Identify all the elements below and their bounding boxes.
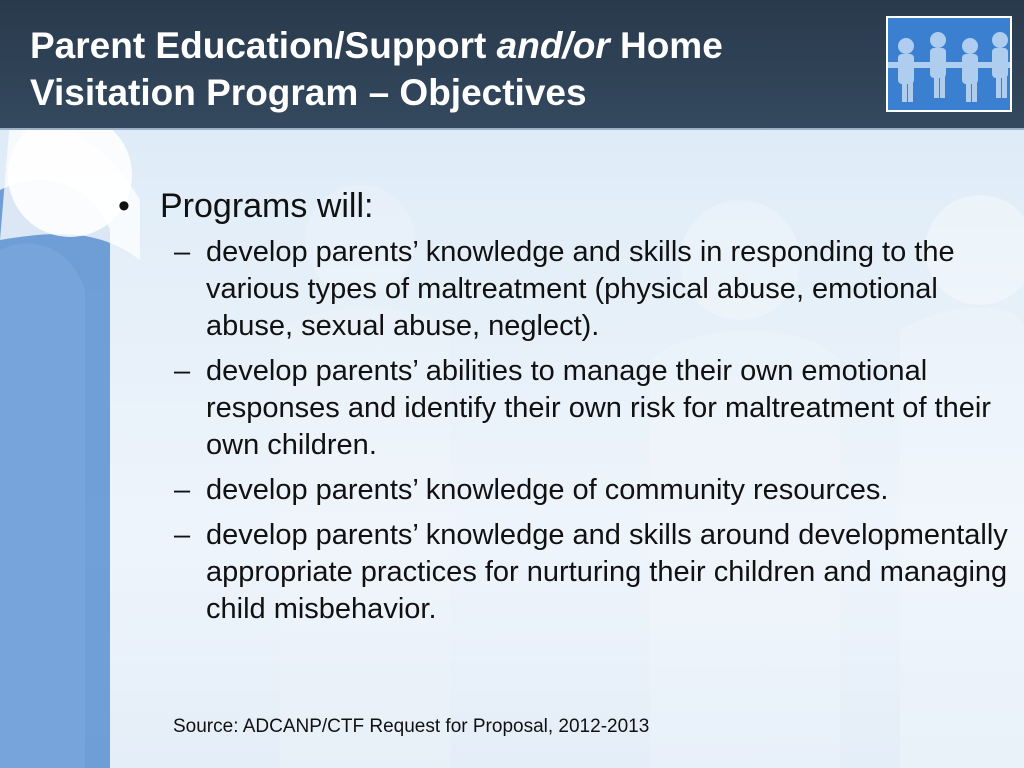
source-citation: Source: ADCANP/CTF Request for Proposal, 2012-2013 bbox=[173, 716, 650, 737]
paper-doll-chain-icon bbox=[886, 16, 1012, 112]
sub-bullet-item bbox=[174, 234, 1008, 345]
dash-mark: – bbox=[174, 519, 191, 551]
bullet-mark: • bbox=[118, 187, 130, 225]
title-bar bbox=[0, 0, 1024, 130]
sub-bullet-text: develop parents’ abilities to manage their own emotional responses and identify their own risk for maltreatment of their own children. bbox=[206, 355, 991, 461]
slide-body bbox=[118, 186, 1008, 636]
sub-bullet-text: develop parents’ knowledge and skills in responding to the various types of maltreatment (physical abuse, emotional abuse, sexual abuse, neglect). bbox=[206, 236, 955, 342]
dash-mark: – bbox=[174, 355, 191, 387]
title-italic: and/or bbox=[496, 25, 610, 66]
sub-bullet-item bbox=[174, 353, 1008, 464]
title-part-2: Home Visitation Program – Objectives bbox=[30, 25, 723, 113]
title-part-1: Parent Education/Support bbox=[30, 25, 497, 66]
sub-bullet-item bbox=[174, 517, 1008, 628]
sub-bullet-list bbox=[174, 234, 1008, 628]
dash-mark: – bbox=[174, 236, 191, 268]
sub-bullet-item bbox=[174, 472, 1008, 509]
bullet-text: Programs will: bbox=[160, 187, 374, 225]
sub-bullet-text: develop parents’ knowledge of community resources. bbox=[206, 474, 889, 506]
dash-mark: – bbox=[174, 474, 191, 506]
bullet-programs bbox=[118, 186, 1008, 226]
slide-title bbox=[30, 22, 880, 116]
sub-bullet-text: develop parents’ knowledge and skills around developmentally appropriate practices for nurturing their children and managing child misbehavior. bbox=[206, 519, 1008, 625]
